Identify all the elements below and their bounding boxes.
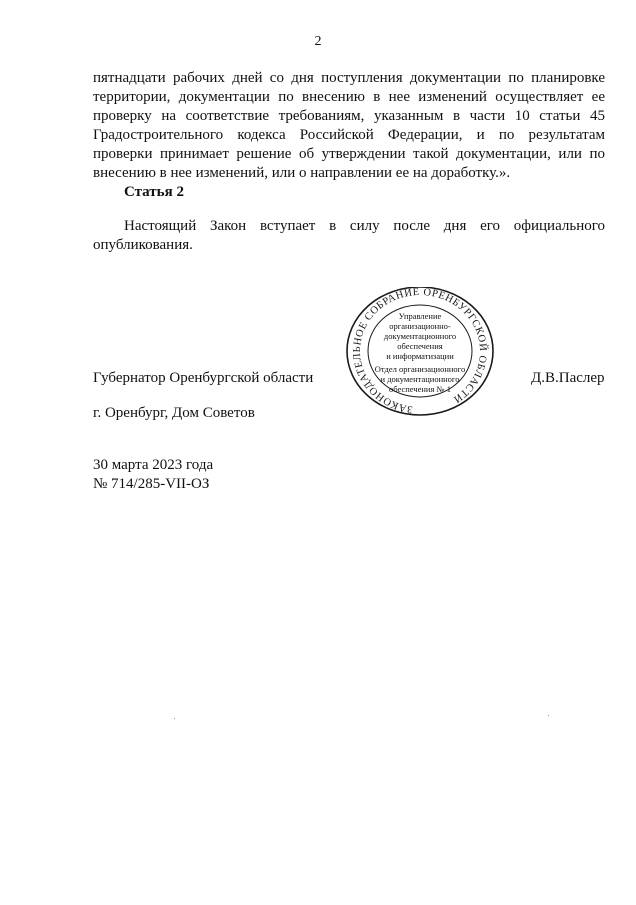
article-heading: Статья 2 xyxy=(124,184,184,200)
signing-date: 30 марта 2023 года xyxy=(93,457,214,473)
body-paragraph: пятнадцати рабочих дней со дня поступления документации по планировке территории, документации по внесению в нее изменений осуществляет ее проверку на соответствие требованиям, указанным в части 10 статьи 45 Градостроительного кодекса Российской Федерации, и по результатам проверки принимает решение об утверждении такой документации, или по внесению в нее изменений, или о направлении ее на доработку.». xyxy=(93,70,605,181)
seal-line: и информатизации xyxy=(386,351,454,361)
governor-title: Губернатор Оренбургской области xyxy=(93,370,314,386)
seal-line: Отдел организационного xyxy=(374,364,466,374)
seal-line: организационно- xyxy=(389,321,451,331)
signing-place: г. Оренбург, Дом Советов xyxy=(93,405,255,421)
page-number: 2 xyxy=(314,34,322,49)
seal-line: обеспечения № 1 xyxy=(389,384,451,394)
law-number: № 714/285-VII-ОЗ xyxy=(93,476,210,492)
seal-line: документационного xyxy=(383,331,457,341)
scan-speck xyxy=(548,715,549,716)
seal-inner-text xyxy=(372,311,468,394)
seal-line: обеспечения xyxy=(397,341,443,351)
seal-line: Управление xyxy=(398,311,442,321)
article-text: Настоящий Закон вступает в силу после дня его официального опубликования. xyxy=(93,218,605,253)
seal-line: и документационного xyxy=(380,374,460,384)
seal-ring-text: ЗАКОНОДАТЕЛЬНОЕ СОБРАНИЕ ОРЕНБУРГСКОЙ ОБЛАСТИ xyxy=(351,287,489,415)
scan-speck xyxy=(174,718,175,719)
governor-name: Д.В.Паслер xyxy=(531,370,605,386)
official-seal xyxy=(342,287,498,421)
